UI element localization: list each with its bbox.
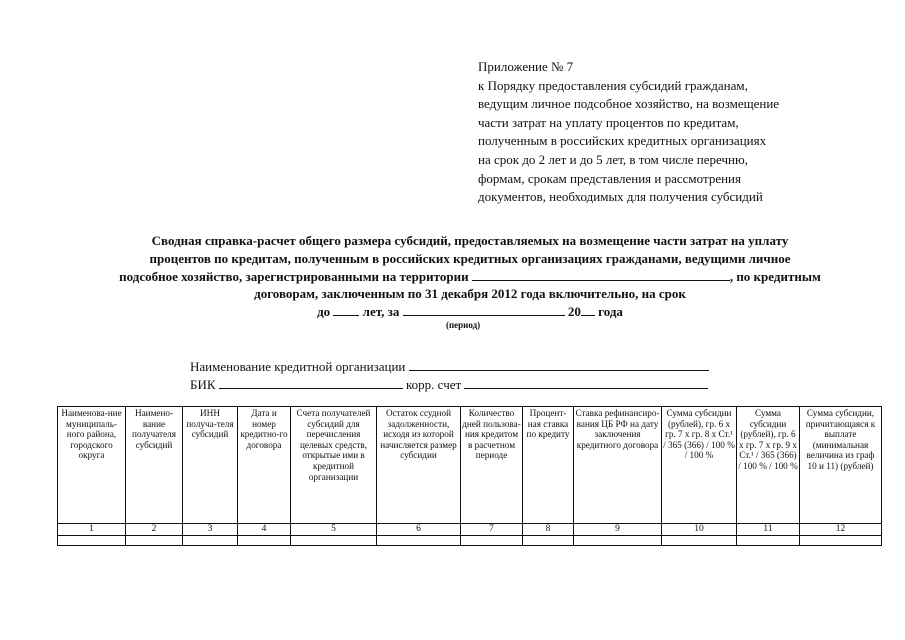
table-cell[interactable] [461, 536, 523, 546]
year-prefix: 20 [567, 304, 581, 320]
term-years-field[interactable] [333, 303, 359, 316]
bank-name-row [190, 358, 709, 376]
table-cell[interactable] [377, 536, 461, 546]
column-header: Счета получателей субсидий для перечисления целевых средств, открытые ими в кредитной организации [291, 407, 377, 524]
appendix-block [478, 58, 878, 207]
column-header: Дата и номер кредитно-го договора [238, 407, 291, 524]
column-number: 1 [58, 524, 126, 536]
year-field[interactable] [581, 303, 595, 316]
title-line: процентов по кредитам, полученным в российских кредитных организациях гражданами, ведущими личное [149, 250, 791, 266]
column-number: 5 [291, 524, 377, 536]
appendix-line: на срок до 2 лет и до 5 лет, в том числе перечню, [478, 151, 748, 167]
table-cell[interactable] [737, 536, 800, 546]
period-hint: (период) [446, 320, 481, 330]
title-line: Сводная справка-расчет общего размера субсидий, предоставляемых на возмещение части затрат на уплату [151, 233, 789, 248]
title-line [60, 268, 880, 286]
table-cell[interactable] [58, 536, 126, 546]
appendix-line: формам, срокам представления и рассмотрения [478, 170, 741, 186]
table-cell[interactable] [662, 536, 737, 546]
column-number: 12 [800, 524, 882, 536]
table-cell[interactable] [126, 536, 183, 546]
bank-block [190, 358, 709, 394]
column-number: 10 [662, 524, 737, 536]
column-header: Сумма субсидии (рублей), гр. 6 х гр. 7 х гр. 8 х Ст.¹ / 365 (366) / 100 % / 100 % [662, 407, 737, 524]
table-cell[interactable] [291, 536, 377, 546]
table-cell[interactable] [800, 536, 882, 546]
account-field[interactable] [464, 376, 708, 389]
territory-blank-field[interactable] [472, 268, 730, 281]
column-number-row [58, 524, 882, 536]
table-cell[interactable] [183, 536, 238, 546]
column-number: 6 [377, 524, 461, 536]
column-header: Ставка рефинансиро-вания ЦБ РФ на дату заключения кредитного договора [574, 407, 662, 524]
column-number: 7 [461, 524, 523, 536]
document-title [60, 232, 880, 321]
column-number: 3 [183, 524, 238, 536]
column-header: ИНН получа-теля субсидий [183, 407, 238, 524]
appendix-line: части затрат на уплату процентов по кредитам, [478, 114, 739, 130]
column-number: 11 [737, 524, 800, 536]
title-territory-label: подсобное хозяйство, зарегистрированными на территории [119, 268, 469, 284]
bik-field[interactable] [219, 376, 403, 389]
column-header: Сумма субсидии, причитающаяся к выплате (минимальная величина из граф 10 и 11) (рублей) [800, 407, 882, 524]
appendix-line: ведущим личное подсобное хозяйство, на возмещение [478, 96, 780, 112]
table-row [58, 536, 882, 546]
subsidy-table [57, 406, 882, 546]
column-header: Наименова-ние муниципаль-ного района, городского округа [58, 407, 126, 524]
bank-details-row [190, 376, 709, 394]
term-years-label: лет, за [362, 304, 400, 320]
column-header: Процент-ная ставка по кредиту [523, 407, 574, 524]
bank-name-field[interactable] [409, 358, 709, 371]
column-header: Количество дней пользова-ния кредитом в расчетном периоде [461, 407, 523, 524]
table-cell[interactable] [523, 536, 574, 546]
year-label: года [598, 304, 623, 320]
appendix-line: документов, необходимых для получения субсидий [478, 189, 763, 205]
column-header: Остаток ссудной задолженности, исходя из которой начисляется размер субсидии [377, 407, 461, 524]
table-cell[interactable] [238, 536, 291, 546]
appendix-line: полученным в российских кредитных организациях [478, 133, 767, 149]
title-line [60, 303, 880, 321]
period-field[interactable] [403, 303, 565, 316]
table-cell[interactable] [574, 536, 662, 546]
column-number: 4 [238, 524, 291, 536]
bank-name-label: Наименование кредитной организации [190, 359, 406, 374]
column-number: 9 [574, 524, 662, 536]
column-header: Сумма субсидии (рублей), гр. 6 х гр. 7 х гр. 9 х Ст.¹ / 365 (366) / 100 % / 100 % [737, 407, 800, 524]
title-line: договорам, заключенным по 31 декабря 2012 года включительно, на срок [254, 286, 686, 302]
term-prefix: до [317, 304, 331, 320]
column-header: Наимено-вание получателя субсидий [126, 407, 183, 524]
account-label: корр. счет [406, 377, 462, 392]
column-number: 8 [523, 524, 574, 536]
column-number: 2 [126, 524, 183, 536]
title-credit-label: , по кредитным [729, 268, 821, 284]
appendix-heading: Приложение № 7 [478, 59, 574, 74]
table-header-row [58, 407, 882, 524]
bik-label: БИК [190, 377, 216, 392]
appendix-line: к Порядку предоставления субсидий гражданам, [478, 77, 748, 93]
